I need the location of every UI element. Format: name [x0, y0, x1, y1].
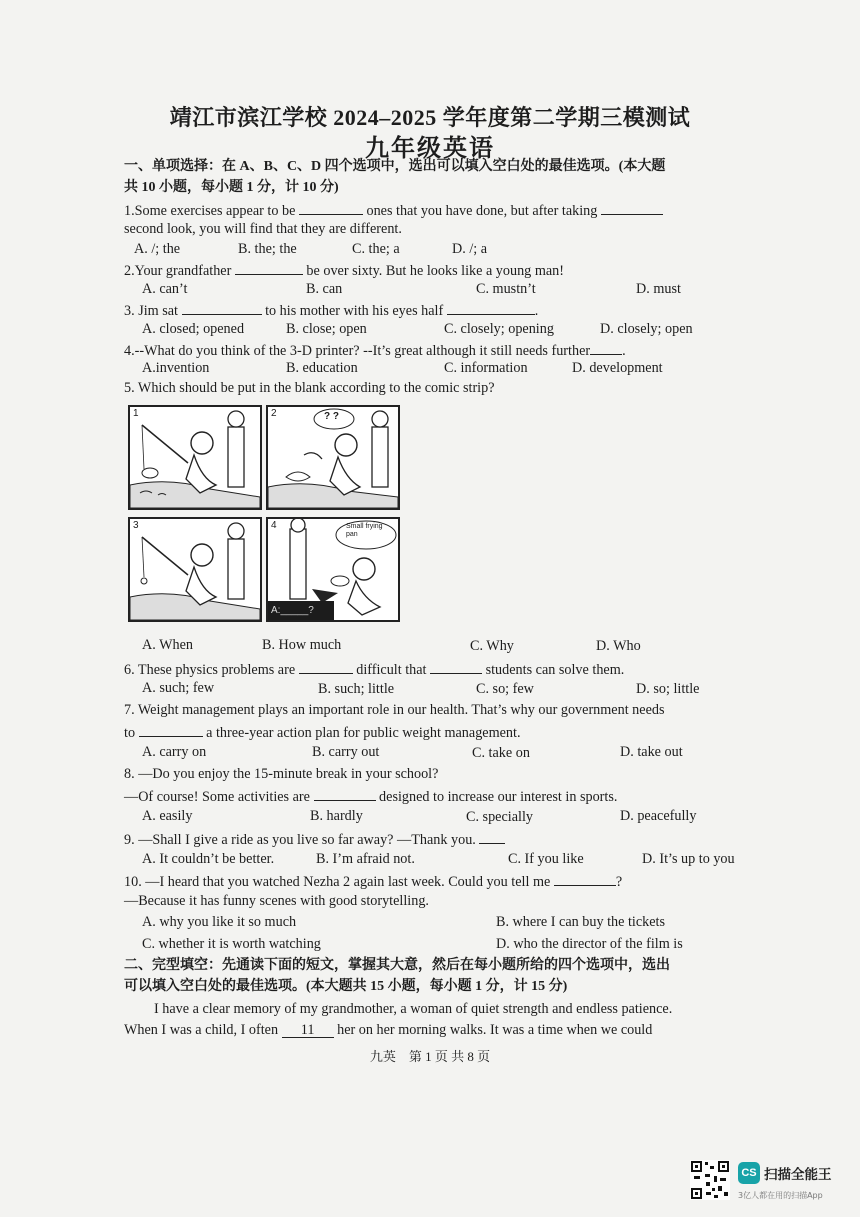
q5-stem: 5. Which should be put in the blank according to the comic strip? [124, 380, 495, 396]
q2-blank [235, 260, 303, 275]
passage-line-1: I have a clear memory of my grandmother, a woman of quiet strength and endless patience. [154, 1001, 673, 1017]
q6-option-d: D. so; little [636, 681, 700, 697]
q7-option-b: B. carry out [312, 744, 380, 760]
q6-stem [124, 659, 624, 679]
q8-option-a: A. easily [142, 808, 193, 824]
q1-stem-c: second look, you will find that they are different. [124, 221, 402, 237]
q6-stem-b: difficult that [356, 662, 427, 678]
q2-stem [124, 260, 564, 280]
q1-option-c: C. the; a [352, 241, 400, 257]
q1-stem-a: 1.Some exercises appear to be [124, 203, 296, 219]
q6-option-a: A. such; few [142, 680, 215, 696]
q8-option-c: C. specially [466, 809, 533, 825]
q1-option-d: D. /; a [452, 241, 488, 257]
q10-stem [124, 871, 622, 891]
q9-stem-text: 9. —Shall I give a ride as you live so far away? —Thank you. [124, 832, 476, 848]
q9-option-a: A. It couldn’t be better. [142, 851, 275, 867]
q1-stem-b: ones that you have done, but after taking [366, 203, 598, 219]
section2-heading-line2: 可以填入空白处的最佳选项。(本大题共 15 小题，每小题 1 分，计 15 分) [124, 979, 568, 994]
q9-option-c: C. If you like [508, 851, 584, 867]
panel-number-1: 1 [133, 408, 139, 419]
q4-stem [124, 340, 626, 360]
q10-option-b: B. where I can buy the tickets [496, 914, 666, 930]
comic-panel-4 [266, 517, 400, 622]
q4-option-a: A.invention [142, 360, 210, 376]
comic-panel-1 [128, 405, 262, 510]
q4-option-c: C. information [444, 360, 528, 376]
section1-heading-line2: 共 10 小题，每小题 1 分，计 10 分) [124, 180, 339, 195]
q10-stem-b: ? [615, 874, 623, 890]
q3-blank-2 [447, 300, 535, 315]
comic-panel-3 [128, 517, 262, 622]
q2-stem-b: be over sixty. But he looks like a young man! [306, 263, 564, 279]
q3-blank-1 [182, 300, 262, 315]
q2-option-d: D. must [636, 281, 681, 297]
q4-stem-a: 4.--What do you think of the 3-D printer? --It’s great although it still needs further [124, 343, 591, 359]
section2-heading-line1: 二、完型填空：先通读下面的短文，掌握其大意，然后在每小题所给的四个选项中，选出 [124, 958, 670, 973]
q5-option-b: B. How much [262, 637, 342, 653]
camscanner-logo-icon: CS [738, 1162, 760, 1184]
q5-option-a: A. When [142, 637, 193, 653]
q1-option-b: B. the; the [238, 241, 297, 257]
q6-blank-1 [299, 659, 353, 674]
q1-stem [124, 200, 663, 220]
q7-option-c: C. take on [472, 745, 530, 761]
q9-option-d: D. It’s up to you [642, 851, 735, 867]
section1-heading-line1: 一、单项选择：在 A、B、C、D 四个选项中，选出可以填入空白处的最佳选项。(本大题 [124, 159, 666, 174]
q5-option-d: D. Who [596, 638, 641, 654]
q4-option-d: D. development [572, 360, 663, 376]
q10-stem-c: —Because it has funny scenes with good storytelling. [124, 893, 429, 909]
exam-subtitle: 九年级英语 [365, 136, 495, 162]
passage-blank-11 [282, 1021, 334, 1038]
q3-stem [124, 300, 538, 320]
q2-stem-a: 2.Your grandfather [124, 263, 232, 279]
q3-option-c: C. closely; opening [444, 321, 554, 337]
camscanner-tagline: 3亿人都在用的扫描App [738, 1191, 823, 1200]
exam-title: 靖江市滨江学校 2024–2025 学年度第二学期三模测试 [169, 105, 691, 130]
q6-blank-2 [430, 659, 482, 674]
q9-blank [479, 829, 505, 844]
q4-blank [590, 340, 622, 355]
q6-option-c: C. so; few [476, 681, 534, 697]
speech-bubble-frying-pan: Small frying pan [346, 523, 383, 538]
q7-option-d: D. take out [620, 744, 683, 760]
q7-stem-b: to [124, 725, 136, 741]
q7-blank [139, 722, 203, 737]
q10-option-d: D. who the director of the film is [496, 936, 683, 952]
speech-bubble-question: ? ? [324, 411, 339, 422]
q10-option-c: C. whether it is worth watching [142, 936, 321, 952]
fishing-again-illustration [130, 519, 260, 620]
q6-stem-c: students can solve them. [485, 662, 625, 678]
q3-stem-c: . [534, 303, 539, 319]
q6-stem-a: 6. These physics problems are [124, 662, 296, 678]
fish-caught-illustration [268, 407, 398, 508]
q1-blank-2 [601, 200, 663, 215]
q3-option-b: B. close; open [286, 321, 367, 337]
q9-option-b: B. I’m afraid not. [316, 851, 415, 867]
comic-caption-blank: A:_____? [271, 605, 314, 616]
q8-option-b: B. hardly [310, 808, 363, 824]
fishing-man-illustration [130, 407, 260, 508]
q9-stem [124, 829, 505, 849]
q2-option-c: C. mustn’t [476, 281, 536, 297]
q3-option-a: A. closed; opened [142, 321, 245, 337]
q8-stem [124, 786, 617, 806]
passage-line-2-a: When I was a child, I often [124, 1022, 279, 1038]
q8-stem-c: designed to increase our interest in sports. [379, 789, 618, 805]
q7-stem-c: a three-year action plan for public weight management. [206, 725, 521, 741]
comic-panel-2 [266, 405, 400, 510]
panel-number-4: 4 [271, 520, 277, 531]
q10-stem-a: 10. —I heard that you watched Nezha 2 again last week. Could you tell me [124, 874, 551, 890]
q2-option-b: B. can [306, 281, 343, 297]
q8-blank [314, 786, 376, 801]
panel-number-2: 2 [271, 408, 277, 419]
q2-option-a: A. can’t [142, 281, 188, 297]
q7-option-a: A. carry on [142, 744, 207, 760]
q10-blank [554, 871, 616, 886]
q1-blank-1 [299, 200, 363, 215]
passage-line-2-b: her on her morning walks. It was a time when we could [337, 1022, 653, 1038]
q5-option-c: C. Why [470, 638, 514, 654]
q8-stem-a: 8. —Do you enjoy the 15-minute break in your school? [124, 766, 439, 782]
q3-option-d: D. closely; open [600, 321, 693, 337]
camscanner-app-name: 扫描全能王 [764, 1167, 832, 1183]
q1-option-a: A. /; the [134, 241, 181, 257]
q8-option-d: D. peacefully [620, 808, 697, 824]
comic-strip [128, 405, 406, 623]
passage-line-2 [124, 1021, 652, 1039]
blank-number-11: 11 [300, 1022, 315, 1038]
q4-stem-b: . [622, 343, 626, 359]
q7-stem [124, 722, 521, 742]
page-footer: 九英 第 1 页 共 8 页 [369, 1049, 491, 1064]
qr-code-icon [690, 1160, 730, 1200]
q8-stem-b: —Of course! Some activities are [124, 789, 310, 805]
q3-stem-a: 3. Jim sat [124, 303, 178, 319]
q3-stem-b: to his mother with his eyes half [265, 303, 444, 319]
q4-option-b: B. education [286, 360, 358, 376]
q10-option-a: A. why you like it so much [142, 914, 297, 930]
q7-stem-a: 7. Weight management plays an important role in our health. That’s why our government needs [124, 702, 665, 718]
panel-number-3: 3 [133, 520, 139, 531]
q6-option-b: B. such; little [318, 681, 395, 697]
